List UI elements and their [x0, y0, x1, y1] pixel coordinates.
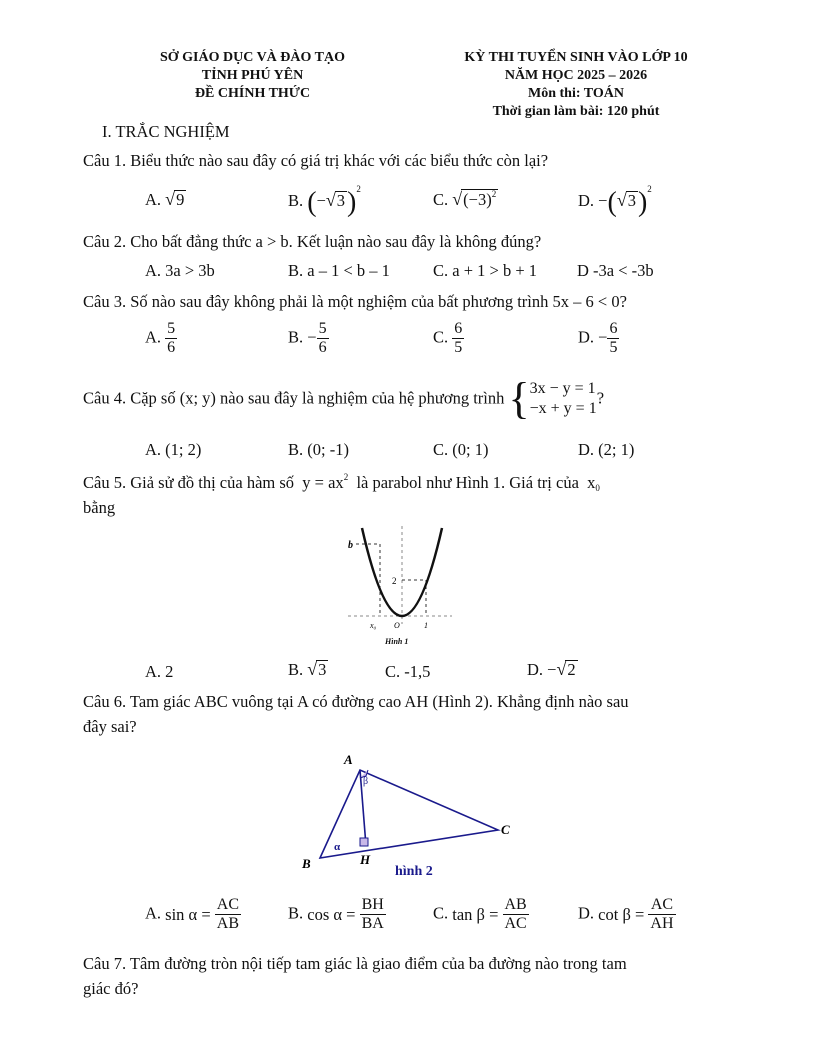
fig1-label-x0: x₀ — [370, 621, 377, 630]
q4-option-c: C. (0; 1) — [433, 440, 489, 459]
fig1-label-2: 2 — [392, 576, 397, 586]
time-allowed: Thời gian làm bài: 120 phút — [492, 104, 660, 119]
q5-option-c: C. -1,5 — [385, 662, 431, 681]
fig1-label-b: b — [348, 540, 353, 551]
figure-1-caption: Hình 1 — [385, 637, 409, 646]
question-5-line-2: bằng — [83, 498, 116, 517]
fig2-label-B: B — [302, 856, 311, 871]
province-name: TỈNH PHÚ YÊN — [201, 68, 304, 83]
header-right — [446, 49, 706, 121]
q6-option-c: C. tan β = $\frac{AB}{AC}$ — [433, 896, 527, 933]
q5-option-a: A. 2 — [145, 662, 174, 681]
subject: Môn thi: TOÁN — [528, 86, 624, 101]
fig1-label-o: O — [394, 621, 400, 630]
q3-option-a: A. $\frac{5}{6}$ — [145, 320, 176, 357]
q4-option-d: D. (2; 1) — [578, 440, 635, 459]
figure-2-caption: hình 2 — [395, 864, 433, 879]
question-5: Câu 5. Giả sử đồ thị của hàm số $y = ax^2$ là parabol như Hình 1. Giá trị của x0 — [83, 472, 600, 493]
q6-option-b: B. cos α = $\frac{BH}{BA}$ — [288, 896, 384, 933]
question-7-line-1: Câu 7. Tâm đường tròn nội tiếp tam giác là giao điểm của ba đường nào trong tam — [83, 954, 627, 973]
q4-option-b: B. (0; -1) — [288, 440, 349, 459]
section-title: I. TRẮC NGHIỆM — [102, 122, 230, 141]
figure-2-triangle — [296, 744, 526, 884]
question-7-line-2: giác đó? — [83, 979, 139, 998]
q3-option-c: C. $\frac{6}{5}$ — [433, 320, 463, 357]
q1-option-c: C. $√(-3)^2$ — [433, 189, 497, 209]
q5-option-b: B. √3 — [288, 659, 327, 679]
question-1: Câu 1. Biểu thức nào sau đây có giá trị khác với các biểu thức còn lại? — [83, 151, 549, 170]
q4-option-a: A. (1; 2) — [145, 440, 202, 459]
q2-option-d: D -3a < -3b — [577, 261, 654, 280]
question-3: Câu 3. Số nào sau đây không phải là một nghiệm của bất phương trình 5x – 6 < 0? — [83, 292, 627, 311]
q1-option-b: B. $(-√3)^2$ — [288, 184, 361, 218]
fig2-label-beta: β — [363, 776, 369, 787]
q1-option-d: D. $-(√3)^2$ — [578, 184, 652, 218]
q3-option-d: D. − $\frac{6}{5}$ — [578, 320, 618, 357]
figure-1-parabola — [340, 524, 460, 636]
fig1-label-1: 1 — [424, 621, 428, 630]
school-year: NĂM HỌC 2025 – 2026 — [504, 68, 648, 83]
q2-option-b: B. a – 1 < b – 1 — [288, 261, 390, 280]
exam-title: KỲ THI TUYỂN SINH VÀO LỚP 10 — [464, 50, 688, 65]
equation-system: 3x − y = 1 −x + y = 1 — [529, 379, 597, 417]
q5-option-d: D. −√2 — [527, 659, 576, 679]
header-left — [140, 49, 365, 103]
fig2-label-alpha: α — [334, 841, 341, 853]
question-2: Câu 2. Cho bất đẳng thức a > b. Kết luận nào sau đây là không đúng? — [83, 232, 542, 251]
q3-option-b: B. − $\frac{5}{6}$ — [288, 320, 327, 357]
fig2-label-C: C — [501, 822, 510, 837]
q2-option-a: A. 3a > 3b — [145, 261, 215, 280]
q6-option-d: D. cot β = $\frac{AC}{AH}$ — [578, 896, 674, 933]
question-6-line-2: đây sai? — [83, 717, 137, 736]
fig2-label-A: A — [344, 752, 353, 767]
q1-option-a: A. √9 — [145, 189, 185, 209]
department-name: SỞ GIÁO DỤC VÀ ĐÀO TẠO — [159, 50, 345, 65]
q6-option-a: A. sin α = $\frac{AC}{AB}$ — [145, 896, 239, 933]
q2-option-c: C. a + 1 > b + 1 — [433, 261, 537, 280]
fig2-label-H: H — [360, 852, 371, 867]
question-6-line-1: Câu 6. Tam giác ABC vuông tại A có đường cao AH (Hình 2). Khẳng định nào sau — [83, 692, 629, 711]
question-4: Câu 4. Cặp số (x; y) nào sau đây là nghiệm của hệ phương trình { 3x − y = 1 −x + y = 1 ? — [83, 374, 605, 423]
official-label: ĐỀ CHÍNH THỨC — [194, 86, 311, 101]
